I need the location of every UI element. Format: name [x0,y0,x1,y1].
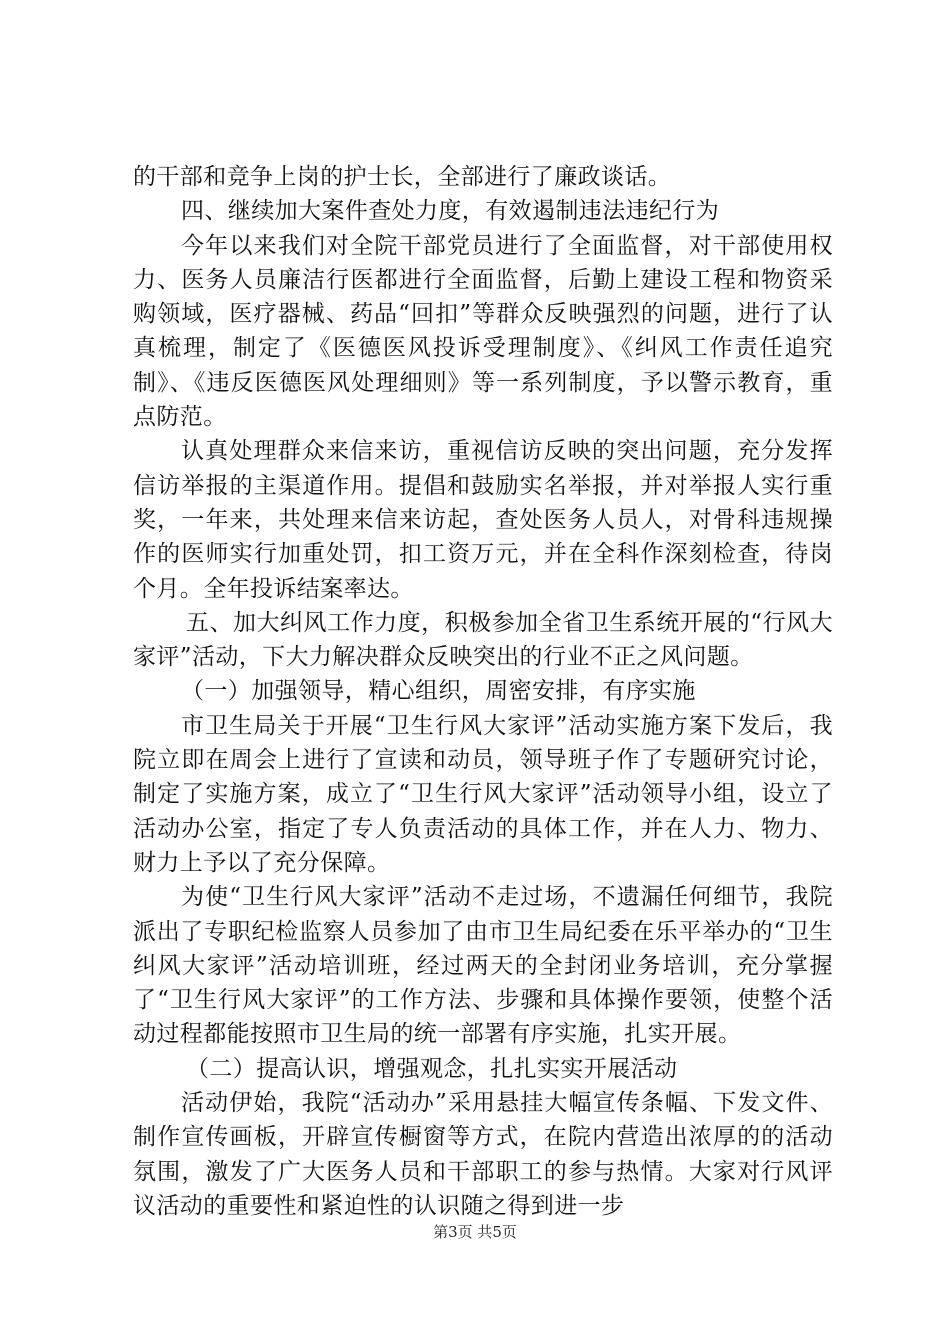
subsection-heading-two: （二）提高认识，增强观念，扎扎实实开展活动 [186,1055,678,1082]
paragraph-implementation: 市卫生局关于开展“卫生行风大家评”活动实施方案下发后，我院立即在周会上进行了宣读和动员，领导班子作了专题研究讨论，制定了实施方案，成立了“卫生行风大家评”活动领导小组，设立了活动办公室，指定了专人负责活动的具体工作，并在人力、物力、财力上予以了充分保障。 [133,712,833,876]
paragraph-activity-start: 活动伊始，我院“活动办”采用悬挂大幅宣传条幅、下发文件、制作宣传画板，开辟宣传橱窗等方式，在院内营造出浓厚的的活动氛围，激发了广大医务人员和干部职工的参与热情。大家对行风评议活动的重要性和紧迫性的认识随之得到进一步 [133,1090,833,1219]
document-body [133,160,833,1223]
paragraph-training: 为使“卫生行风大家评”活动不走过场，不遗漏任何细节，我院派出了专职纪检监察人员参加了由市卫生局纪委在乐平举办的“卫生纠风大家评”活动培训班，经过两天的全封闭业务培训，充分掌握了“卫生行风大家评”的工作方法、步骤和具体操作要领，使整个活动过程都能按照市卫生局的统一部署有序实施，扎实开展。 [133,884,833,1048]
paragraph-continuation: 的干部和竞争上岗的护士长，全部进行了廉政谈话。 [133,164,672,190]
paragraph-supervision: 今年以来我们对全院干部党员进行了全面监督，对干部使用权力、医务人员廉洁行医都进行全面监督，后勤上建设工程和物资采购领域，医疗器械、药品“回扣”等群众反映强烈的问题，进行了认真梳理，制定了《医德医风投诉受理制度》、《纠风工作责任追究制》、《违反医德医风处理细则》等一系列制度，予以警示教育，重点防范。 [133,232,833,431]
page-number-label: 第3页 共5页 [433,1223,517,1241]
paragraph-petitions: 认真处理群众来信来访，重视信访反映的突出问题，充分发挥信访举报的主渠道作用。提倡和鼓励实名举报，并对举报人实行重奖，一年来，共处理来信来访起，查处医务人员人，对骨科违规操作的医师实行加重处罚，扣工资万元，并在全科作深刻检查，待岗个月。全年投诉结案率达。 [133,438,833,602]
section-heading-four: 四、继续加大案件查处力度，有效遏制违法违纪行为 [181,198,720,225]
subsection-heading-one: （一）加强领导，精心组织，周密安排，有序实施 [181,678,696,705]
section-heading-five: 五、加大纠风工作力度，积极参加全省卫生系统开展的“行风大家评”活动，下大力解决群众反映突出的行业不正之风问题。 [133,609,833,671]
page-footer [0,1221,950,1242]
